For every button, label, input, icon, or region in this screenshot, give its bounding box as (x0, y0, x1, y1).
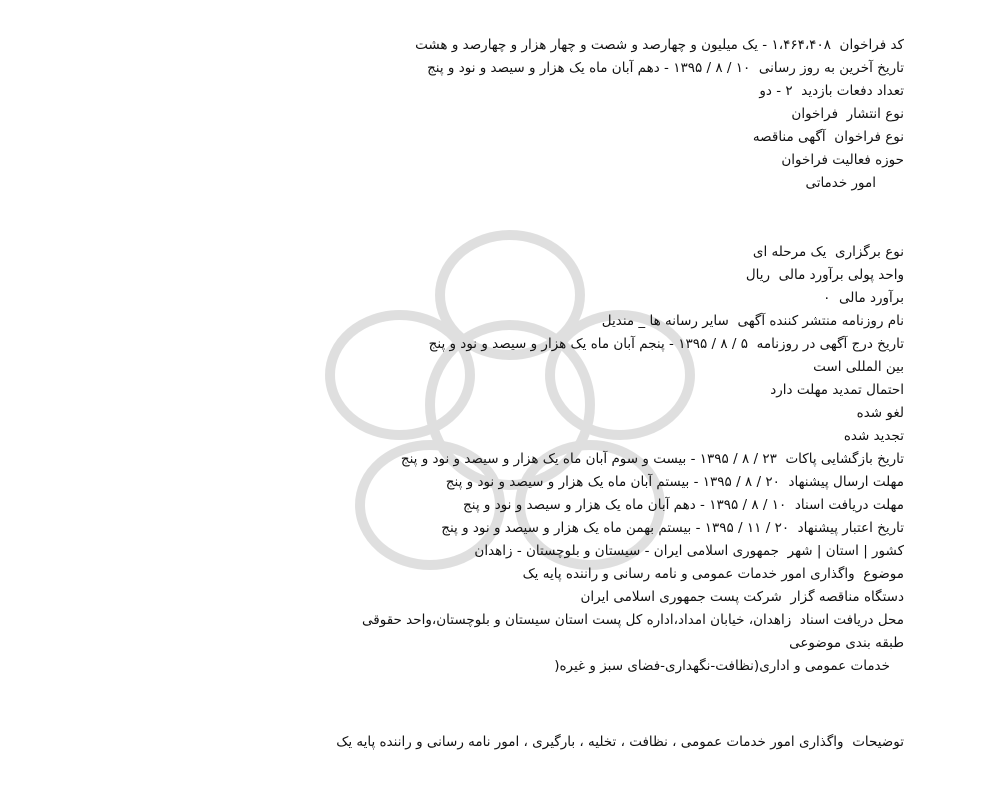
validity-date-row (24, 517, 904, 540)
extension-text: احتمال تمدید مهلت دارد (770, 382, 904, 398)
subject-row (24, 563, 904, 586)
renewed-row (24, 425, 904, 448)
currency-value: ریال (745, 267, 771, 283)
classification-value-row (24, 655, 904, 678)
documents-place-value: زاهدان، خیابان امداد،اداره کل پست استان سیستان و بلوچستان،واحد حقوقی (362, 612, 792, 628)
documents-deadline-value: ۱۰ / ۸ / ۱۳۹۵ - دهم آبان ماه یک هزار و سیصد و نود و پنج (463, 497, 787, 513)
tender-code-value: ۱،۴۶۴،۴۰۸ - یک میلیون و چهارصد و شصت و چهار هزار و چهارصد و هشت (415, 37, 831, 53)
publish-type-value: فراخوان (791, 106, 839, 122)
opening-date-value: ۲۳ / ۸ / ۱۳۹۵ - بیست و سوم آبان ماه یک هزار و سیصد و نود و پنج (400, 451, 777, 467)
notes-label: توضیحات (852, 734, 904, 750)
documents-place-label: محل دریافت اسناد (799, 612, 904, 628)
last-update-label: تاریخ آخرین به روز رسانی (758, 60, 904, 76)
section-gap (24, 195, 904, 241)
subject-label: موضوع (863, 566, 904, 582)
estimate-row (24, 287, 904, 310)
estimate-label: برآورد مالی (838, 290, 904, 306)
international-text: بین المللی است (813, 359, 904, 375)
activity-area-label: حوزه فعالیت فراخوان (781, 152, 904, 168)
tender-code-row (24, 34, 904, 57)
documents-deadline-row (24, 494, 904, 517)
validity-date-value: ۲۰ / ۱۱ / ۱۳۹۵ - بیستم بهمن ماه یک هزار و سیصد و نود و پنج (441, 520, 790, 536)
documents-deadline-label: مهلت دریافت اسناد (794, 497, 904, 513)
last-update-value: ۱۰ / ۸ / ۱۳۹۵ - دهم آبان ماه یک هزار و سیصد و نود و پنج (427, 60, 751, 76)
cancelled-row (24, 402, 904, 425)
documents-place-row (24, 609, 904, 632)
classification-label: طبقه بندی موضوعی (789, 635, 904, 651)
last-update-row (24, 57, 904, 80)
visits-value: ۲ - دو (759, 83, 793, 99)
submission-deadline-label: مهلت ارسال پیشنهاد (788, 474, 904, 490)
subject-value: واگذاری امور خدمات عمومی و نامه رسانی و راننده پایه یک (522, 566, 855, 582)
cancelled-text: لغو شده (856, 405, 904, 421)
notes-row (24, 731, 904, 754)
validity-date-label: تاریخ اعتبار پیشنهاد (797, 520, 904, 536)
call-type-row (24, 126, 904, 149)
notes-value: واگذاری امور خدمات عمومی ، نظافت ، تخلیه ، بارگیری ، امور نامه رسانی و راننده پایه یک (336, 734, 844, 750)
holding-type-row (24, 241, 904, 264)
newspaper-date-row (24, 333, 904, 356)
newspaper-label: نام روزنامه منتشر کننده آگهی (737, 313, 904, 329)
call-type-label: نوع فراخوان (834, 129, 904, 145)
newspaper-date-label: تاریخ درج آگهی در روزنامه (756, 336, 904, 352)
publish-type-row (24, 103, 904, 126)
location-label: کشور | استان | شهر (787, 543, 904, 559)
location-value: جمهوری اسلامی ایران - سیستان و بلوچستان - زاهدان (474, 543, 780, 559)
holding-type-value: یک مرحله ای (752, 244, 827, 260)
currency-label: واحد پولی برآورد مالی (778, 267, 904, 283)
publish-type-label: نوع انتشار (846, 106, 904, 122)
activity-area-value: امور خدماتی (805, 175, 876, 191)
tender-document (24, 34, 904, 754)
organizer-label: دستگاه مناقصه گزار (790, 589, 904, 605)
international-row (24, 356, 904, 379)
opening-date-label: تاریخ بازگشایی پاکات (785, 451, 904, 467)
newspaper-value: سایر رسانه ها _ مندیل (601, 313, 729, 329)
organizer-row (24, 586, 904, 609)
call-type-value: آگهی مناقصه (752, 129, 826, 145)
section-gap (24, 678, 904, 731)
opening-date-row (24, 448, 904, 471)
activity-area-value-row (24, 172, 904, 195)
location-row (24, 540, 904, 563)
estimate-value: ۰ (823, 290, 831, 306)
activity-area-row (24, 149, 904, 172)
newspaper-row (24, 310, 904, 333)
submission-deadline-value: ۲۰ / ۸ / ۱۳۹۵ - بیستم آبان ماه یک هزار و سیصد و نود و پنج (445, 474, 780, 490)
currency-row (24, 264, 904, 287)
renewed-text: تجدید شده (843, 428, 904, 444)
organizer-value: شرکت پست جمهوری اسلامی ایران (580, 589, 782, 605)
visits-label: تعداد دفعات بازدید (801, 83, 904, 99)
submission-deadline-row (24, 471, 904, 494)
holding-type-label: نوع برگزاری (835, 244, 904, 260)
extension-row (24, 379, 904, 402)
classification-value: خدمات عمومی و اداری(نظافت-نگهداری-فضای سبز و غیره( (554, 658, 890, 674)
tender-code-label: کد فراخوان (839, 37, 904, 53)
classification-row (24, 632, 904, 655)
visits-row (24, 80, 904, 103)
newspaper-date-value: ۵ / ۸ / ۱۳۹۵ - پنجم آبان ماه یک هزار و سیصد و نود و پنج (428, 336, 749, 352)
